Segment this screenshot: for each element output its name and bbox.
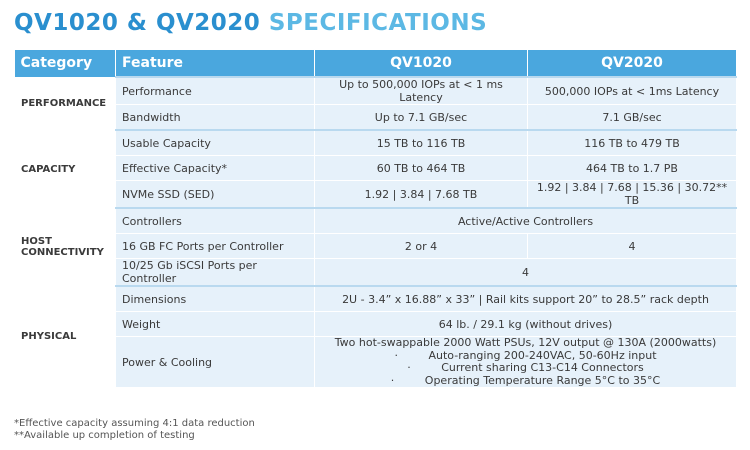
feature-cell: Power & Cooling: [116, 337, 315, 388]
qv2020-cell: 464 TB to 1.7 PB: [528, 156, 737, 181]
feature-cell: Controllers: [116, 208, 315, 234]
shared-value-cell: 2U - 3.4” x 16.88” x 33” | Rail kits support 20” to 28.5” rack depth: [315, 286, 737, 312]
table-row: [15, 181, 737, 209]
table-row: [15, 337, 737, 388]
shared-value-cell: Active/Active Controllers: [315, 208, 737, 234]
title-models: QV1020 & QV2020: [14, 10, 261, 36]
qv2020-cell: 1.92 | 3.84 | 7.68 | 15.36 | 30.72** TB: [528, 181, 737, 209]
header-category: Category: [15, 50, 116, 77]
footnotes: [14, 418, 255, 442]
power-list: [321, 337, 730, 387]
feature-cell: 16 GB FC Ports per Controller: [116, 234, 315, 259]
table-row: [15, 259, 737, 287]
power-cooling-cell: [315, 337, 737, 388]
power-line-text: Two hot-swappable 2000 Watt PSUs, 12V output @ 130A (2000watts): [334, 336, 717, 349]
qv1020-cell: 1.92 | 3.84 | 7.68 TB: [315, 181, 528, 209]
header-feature: Feature: [116, 50, 315, 77]
category-line: HOST: [21, 236, 52, 247]
table-row: [15, 286, 737, 312]
table-row: [15, 77, 737, 105]
bullet-icon: ·: [407, 361, 411, 374]
table-row: [15, 234, 737, 259]
feature-cell: 10/25 Gb iSCSI Ports per Controller: [116, 259, 315, 287]
feature-cell: NVMe SSD (SED): [116, 181, 315, 209]
feature-cell: Performance: [116, 77, 315, 105]
qv1020-cell: 15 TB to 116 TB: [315, 130, 528, 156]
power-line-text: Auto-ranging 200-240VAC, 50-60Hz input: [428, 348, 657, 362]
table-row: [15, 208, 737, 234]
category-physical: PHYSICAL: [15, 286, 116, 388]
table-row: [15, 105, 737, 131]
qv2020-cell: 500,000 IOPs at < 1ms Latency: [528, 77, 737, 105]
shared-value-cell: 64 lb. / 29.1 kg (without drives): [315, 312, 737, 337]
table-row: [15, 156, 737, 181]
power-line: [321, 375, 730, 388]
header-qv2020: QV2020: [528, 50, 737, 77]
footnote-effective-capacity: *Effective capacity assuming 4:1 data reduction: [14, 418, 255, 429]
qv2020-cell: 4: [528, 234, 737, 259]
qv1020-cell: 2 or 4: [315, 234, 528, 259]
qv1020-cell: Up to 7.1 GB/sec: [315, 105, 528, 131]
qv2020-cell: 7.1 GB/sec: [528, 105, 737, 131]
title-specifications: SPECIFICATIONS: [268, 10, 488, 36]
feature-cell: Dimensions: [116, 286, 315, 312]
table-header-row: [15, 50, 737, 77]
category-capacity: CAPACITY: [15, 130, 116, 208]
category-host-connectivity: [15, 208, 116, 286]
feature-cell: Bandwidth: [116, 105, 315, 131]
page-title: [14, 6, 487, 40]
power-line-text: Current sharing C13-C14 Connectors: [441, 361, 644, 374]
bullet-icon: ·: [390, 373, 395, 387]
header-qv1020: QV1020: [315, 50, 528, 77]
feature-cell: Weight: [116, 312, 315, 337]
table-row: [15, 130, 737, 156]
footnote-availability: **Available up completion of testing: [14, 430, 195, 441]
qv1020-cell: 60 TB to 464 TB: [315, 156, 528, 181]
shared-value-cell: 4: [315, 259, 737, 287]
qv2020-cell: 116 TB to 479 TB: [528, 130, 737, 156]
category-performance: PERFORMANCE: [15, 77, 116, 130]
specifications-table: [14, 50, 737, 388]
bullet-icon: ·: [394, 348, 398, 362]
table-row: [15, 312, 737, 337]
feature-cell: Effective Capacity*: [116, 156, 315, 181]
category-line: CONNECTIVITY: [21, 247, 104, 258]
feature-cell: Usable Capacity: [116, 130, 315, 156]
power-line-text: Operating Temperature Range 5°C to 35°C: [424, 373, 661, 387]
qv1020-cell: Up to 500,000 IOPs at < 1 ms Latency: [315, 77, 528, 105]
